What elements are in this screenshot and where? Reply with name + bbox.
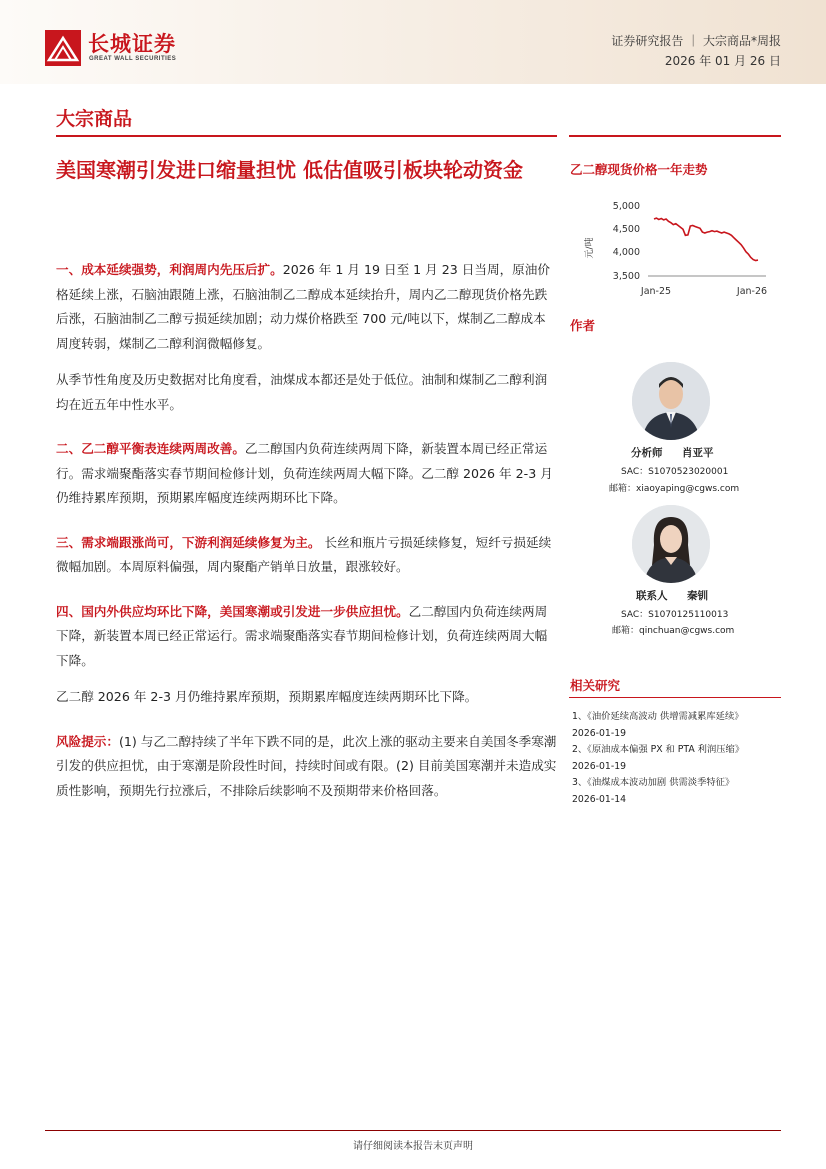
y-tick-label: 5,000: [612, 201, 640, 212]
paragraph-text: 乙二醇国内负荷连续两周下降，新装置本周已经正常运行。需求端聚酯落实春节期间检修计划，负荷连续两周大幅下降。乙二醇 2026 年 2-3 月仍维持累库预期，预期累库幅度连续两期环比下降。: [56, 441, 553, 505]
paragraph-lead: 一、成本延续强势，利润周内先压后扩。: [56, 262, 283, 277]
y-tick-label: 3,500: [612, 271, 640, 282]
related-item-title[interactable]: 3、《油煤成本波动加剧 供需淡季特征》: [572, 777, 735, 788]
paragraph: [56, 368, 558, 417]
company-logo-icon: [45, 30, 81, 66]
risk-paragraph: [56, 730, 558, 804]
main-content: [56, 258, 558, 803]
paragraph: [56, 685, 558, 710]
related-item-date: 2026-01-14: [572, 793, 627, 805]
paragraph-text: 长丝和瓶片亏损延续修复，短纤亏损延续微幅加剧。本周原料偏强，周内聚酯产销单日放量，跟涨较好。: [56, 534, 552, 574]
related-item-title[interactable]: 2、《原油成本偏强 PX 和 PTA 利润压缩》: [572, 744, 745, 755]
paragraph: [56, 600, 558, 674]
y-axis-label: 元/吨: [585, 237, 595, 259]
footer-divider: [45, 1130, 781, 1131]
analyst-role: 分析师: [631, 447, 663, 459]
paragraph-lead: 风险提示：: [56, 733, 119, 749]
y-tick-label: 4,000: [612, 247, 640, 258]
y-tick-label: 4,500: [612, 224, 640, 235]
authors-heading: 作者: [570, 318, 596, 333]
paragraph: [56, 258, 558, 356]
analyst-sac: SAC：S1070523020001: [621, 467, 729, 477]
related-item-date: 2026-01-19: [572, 760, 627, 772]
x-tick-label: Jan-25: [640, 286, 672, 297]
report-type: 证券研究报告 ｜ 大宗商品*周报: [611, 34, 781, 48]
contact-sac: SAC：S1070125110013: [621, 610, 729, 620]
paragraph-text: (1) 与乙二醇持续了半年下跌不同的是，此次上涨的驱动主要来自美国冬季寒潮引发的供应担忧，由于寒潮是阶段性时间，持续时间或有限。(2) 目前美国寒潮并未造成实质性影响，预期先行拉涨后，不排除后续影响不及预期带来价格回落。: [56, 733, 557, 798]
price-chart-svg: [570, 192, 782, 304]
footer-disclaimer: 请仔细阅读本报告末页声明: [353, 1141, 473, 1152]
paragraph: [56, 437, 558, 511]
report-title: 美国寒潮引发进口缩量担忧 低估值吸引板块轮动资金: [56, 158, 523, 182]
contact-avatar: [632, 505, 710, 583]
related-heading: 相关研究: [570, 678, 621, 693]
paragraph-text: 乙二醇 2026 年 2-3 月仍维持累库预期，预期累库幅度连续两期环比下降。: [56, 689, 478, 704]
paragraph: [56, 531, 558, 580]
related-divider: [569, 697, 781, 698]
logo-text: 长城证券: [88, 32, 176, 56]
logo-english-text: GREAT WALL SECURITIES: [89, 56, 177, 62]
section-tag: 大宗商品: [56, 108, 133, 130]
paragraph-lead: 三、需求端跟涨尚可，下游利润延续修复为主。: [56, 534, 321, 550]
paragraph-lead: 二、乙二醇平衡表连续两周改善。: [56, 441, 245, 456]
page-header: [0, 0, 826, 84]
contact-name: 秦钏: [687, 590, 708, 602]
divider: [56, 135, 557, 137]
price-series-line: [654, 218, 758, 260]
divider-right: [569, 135, 781, 137]
paragraph-text: 乙二醇国内负荷连续两周下降，新装置本周已经正常运行。需求端聚酯落实春节期间检修计划，负荷连续两周大幅下降。: [56, 603, 548, 668]
paragraph-text: 从季节性角度及历史数据对比角度看，油煤成本都还是处于低位。油制和煤制乙二醇利润均在近五年中性水平。: [56, 372, 548, 412]
price-chart: [570, 192, 782, 304]
contact-role: 联系人: [636, 590, 668, 602]
analyst-avatar: [632, 362, 710, 440]
paragraph-lead: 四、国内外供应均环比下降，美国寒潮或引发进一步供应担忧。: [56, 603, 409, 619]
related-list: [572, 709, 782, 808]
related-item-date: 2026-01-19: [572, 727, 627, 739]
related-item-title[interactable]: 1、《油价延续高波动 供增需减累库延续》: [572, 711, 744, 722]
paragraph-text: 2026 年 1 月 19 日至 1 月 23 日当周，原油价格延续上涨，石脑油跟随上涨，石脑油制乙二醇成本延续抬升，周内乙二醇现货价格先跌后涨，石脑油制乙二醇亏损延续加剧；动力煤价格跌至 700 元/吨以下，煤制乙二醇成本周度转弱，煤制乙二醇利润微幅修复。: [56, 262, 550, 351]
analyst-name: 肖亚平: [682, 447, 714, 459]
report-date: 2026 年 01 月 26 日: [664, 54, 781, 68]
contact-email[interactable]: 邮箱：qinchuan@cgws.com: [612, 626, 735, 636]
analyst-email[interactable]: 邮箱：xiaoyaping@cgws.com: [609, 484, 740, 494]
chart-title: 乙二醇现货价格一年走势: [570, 162, 708, 177]
x-tick-label: Jan-26: [736, 286, 768, 297]
